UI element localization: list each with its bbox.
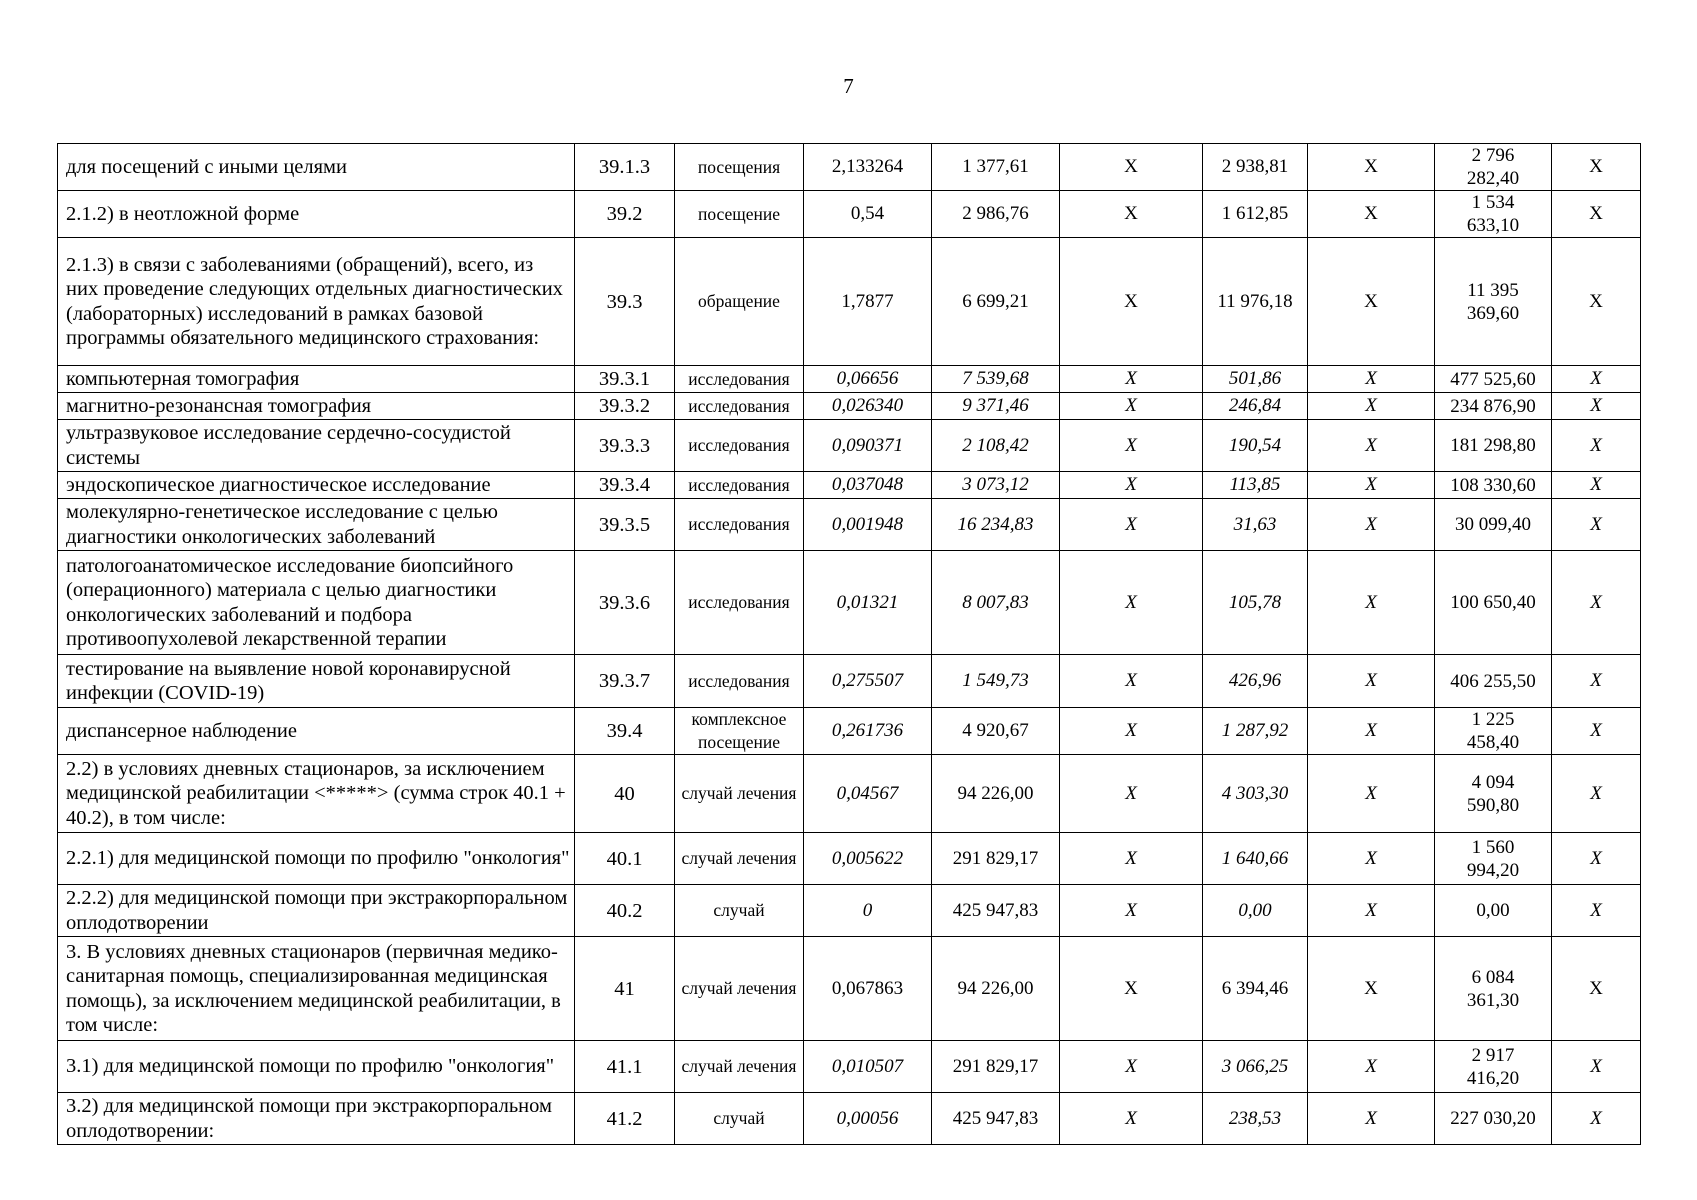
oms-per-capita: 426,96 (1203, 655, 1308, 708)
budget-total: Х (1308, 472, 1435, 499)
oms-per-capita: 2 938,81 (1203, 144, 1308, 191)
row-code: 39.3.5 (575, 499, 675, 551)
volume-norm: 0,275507 (804, 655, 932, 708)
budget-per-capita: Х (1060, 833, 1203, 885)
row-code: 39.2 (575, 191, 675, 238)
total-percent: Х (1552, 472, 1641, 499)
row-code: 41 (575, 937, 675, 1041)
row-code: 41.2 (575, 1093, 675, 1145)
volume-norm: 0,54 (804, 191, 932, 238)
volume-norm: 0,090371 (804, 420, 932, 472)
row-unit: случай (675, 885, 804, 937)
budget-per-capita: Х (1060, 238, 1203, 366)
table-row (58, 755, 1641, 833)
oms-per-capita: 190,54 (1203, 420, 1308, 472)
cost-norm: 94 226,00 (932, 755, 1060, 833)
oms-per-capita: 4 303,30 (1203, 755, 1308, 833)
cost-norm: 7 539,68 (932, 366, 1060, 393)
budget-total: Х (1308, 885, 1435, 937)
total-percent: Х (1552, 393, 1641, 420)
table-row (58, 499, 1641, 551)
row-name: диспансерное наблюдение (58, 708, 575, 755)
budget-per-capita: Х (1060, 499, 1203, 551)
total-percent: Х (1552, 1093, 1641, 1145)
total-percent: Х (1552, 499, 1641, 551)
volume-norm: 1,7877 (804, 238, 932, 366)
oms-total: 477 525,60 (1435, 366, 1552, 393)
budget-per-capita: Х (1060, 472, 1203, 499)
total-percent: Х (1552, 937, 1641, 1041)
budget-per-capita: Х (1060, 885, 1203, 937)
table-row (58, 393, 1641, 420)
cost-norm: 425 947,83 (932, 885, 1060, 937)
row-name: компьютерная томография (58, 366, 575, 393)
row-code: 40 (575, 755, 675, 833)
cost-norm: 291 829,17 (932, 1041, 1060, 1093)
table-row (58, 191, 1641, 238)
oms-total: 4 094 590,80 (1435, 755, 1552, 833)
oms-total: 1 534 633,10 (1435, 191, 1552, 238)
oms-per-capita: 1 287,92 (1203, 708, 1308, 755)
cost-norm: 3 073,12 (932, 472, 1060, 499)
volume-norm: 0,261736 (804, 708, 932, 755)
budget-total: Х (1308, 393, 1435, 420)
oms-total: 0,00 (1435, 885, 1552, 937)
row-name: эндоскопическое диагностическое исследование (58, 472, 575, 499)
oms-total: 1 225 458,40 (1435, 708, 1552, 755)
row-unit: посещения (675, 144, 804, 191)
row-unit: исследования (675, 499, 804, 551)
total-percent: Х (1552, 708, 1641, 755)
row-unit: исследования (675, 551, 804, 655)
oms-total: 108 330,60 (1435, 472, 1552, 499)
oms-total: 234 876,90 (1435, 393, 1552, 420)
oms-total: 227 030,20 (1435, 1093, 1552, 1145)
financing-table (57, 143, 1641, 1145)
oms-total: 11 395 369,60 (1435, 238, 1552, 366)
row-code: 40.1 (575, 833, 675, 885)
total-percent: Х (1552, 144, 1641, 191)
row-name: патологоанатомическое исследование биопсийного (операционного) материала с целью диагностики онкологических заболеваний и подбора противоопухолевой лекарственной терапии (58, 551, 575, 655)
row-code: 39.1.3 (575, 144, 675, 191)
row-name: 2.1.2) в неотложной форме (58, 191, 575, 238)
cost-norm: 8 007,83 (932, 551, 1060, 655)
table-row (58, 1041, 1641, 1093)
cost-norm: 94 226,00 (932, 937, 1060, 1041)
cost-norm: 6 699,21 (932, 238, 1060, 366)
table-row (58, 708, 1641, 755)
cost-norm: 16 234,83 (932, 499, 1060, 551)
table-row (58, 472, 1641, 499)
budget-total: Х (1308, 238, 1435, 366)
oms-per-capita: 3 066,25 (1203, 1041, 1308, 1093)
budget-total: Х (1308, 655, 1435, 708)
volume-norm: 0,010507 (804, 1041, 932, 1093)
budget-per-capita: Х (1060, 551, 1203, 655)
row-code: 39.4 (575, 708, 675, 755)
volume-norm: 0,04567 (804, 755, 932, 833)
volume-norm: 0,037048 (804, 472, 932, 499)
oms-per-capita: 1 640,66 (1203, 833, 1308, 885)
budget-per-capita: Х (1060, 1093, 1203, 1145)
row-name: 3. В условиях дневных стационаров (первичная медико-санитарная помощь, специализированная медицинская помощь), за исключением медицинской реабилитации, в том числе: (58, 937, 575, 1041)
volume-norm: 0,00056 (804, 1093, 932, 1145)
cost-norm: 2 108,42 (932, 420, 1060, 472)
cost-norm: 2 986,76 (932, 191, 1060, 238)
row-unit: исследования (675, 420, 804, 472)
table-row (58, 551, 1641, 655)
oms-per-capita: 6 394,46 (1203, 937, 1308, 1041)
total-percent: Х (1552, 885, 1641, 937)
page-number: 7 (843, 74, 854, 98)
cost-norm: 425 947,83 (932, 1093, 1060, 1145)
budget-total: Х (1308, 551, 1435, 655)
total-percent: Х (1552, 833, 1641, 885)
row-unit: случай лечения (675, 755, 804, 833)
budget-total: Х (1308, 1041, 1435, 1093)
budget-total: Х (1308, 366, 1435, 393)
oms-total: 181 298,80 (1435, 420, 1552, 472)
volume-norm: 0,01321 (804, 551, 932, 655)
row-code: 39.3.4 (575, 472, 675, 499)
budget-per-capita: Х (1060, 191, 1203, 238)
row-name: для посещений с иными целями (58, 144, 575, 191)
row-name: тестирование на выявление новой коронавирусной инфекции (COVID-19) (58, 655, 575, 708)
row-code: 39.3 (575, 238, 675, 366)
volume-norm: 0,067863 (804, 937, 932, 1041)
budget-per-capita: Х (1060, 366, 1203, 393)
oms-total: 2 796 282,40 (1435, 144, 1552, 191)
budget-per-capita: Х (1060, 420, 1203, 472)
budget-per-capita: Х (1060, 144, 1203, 191)
budget-per-capita: Х (1060, 708, 1203, 755)
row-name: 3.2) для медицинской помощи при экстракорпоральном оплодотворении: (58, 1093, 575, 1145)
row-name: 2.2.1) для медицинской помощи по профилю "онкология" (58, 833, 575, 885)
volume-norm: 0,06656 (804, 366, 932, 393)
row-code: 39.3.1 (575, 366, 675, 393)
budget-per-capita: Х (1060, 937, 1203, 1041)
table-row (58, 885, 1641, 937)
cost-norm: 1 377,61 (932, 144, 1060, 191)
oms-per-capita: 246,84 (1203, 393, 1308, 420)
table-row (58, 937, 1641, 1041)
cost-norm: 1 549,73 (932, 655, 1060, 708)
row-code: 39.3.7 (575, 655, 675, 708)
row-unit: посещение (675, 191, 804, 238)
row-name: 2.1.3) в связи с заболеваниями (обращений), всего, из них проведение следующих отдельных диагностических (лабораторных) исследований в рамках базовой программы обязательного медицинского страхования: (58, 238, 575, 366)
volume-norm: 0,005622 (804, 833, 932, 885)
row-unit: исследования (675, 366, 804, 393)
row-unit: случай лечения (675, 833, 804, 885)
oms-per-capita: 105,78 (1203, 551, 1308, 655)
oms-total: 406 255,50 (1435, 655, 1552, 708)
cost-norm: 9 371,46 (932, 393, 1060, 420)
row-name: ультразвуковое исследование сердечно-сосудистой системы (58, 420, 575, 472)
budget-total: Х (1308, 1093, 1435, 1145)
row-code: 41.1 (575, 1041, 675, 1093)
oms-per-capita: 11 976,18 (1203, 238, 1308, 366)
volume-norm: 2,133264 (804, 144, 932, 191)
row-name: 2.2.2) для медицинской помощи при экстракорпоральном оплодотворении (58, 885, 575, 937)
oms-total: 30 099,40 (1435, 499, 1552, 551)
total-percent: Х (1552, 551, 1641, 655)
total-percent: Х (1552, 191, 1641, 238)
oms-per-capita: 113,85 (1203, 472, 1308, 499)
row-code: 39.3.6 (575, 551, 675, 655)
budget-total: Х (1308, 833, 1435, 885)
table-row (58, 655, 1641, 708)
row-unit: случай лечения (675, 937, 804, 1041)
total-percent: Х (1552, 755, 1641, 833)
budget-per-capita: Х (1060, 1041, 1203, 1093)
budget-total: Х (1308, 420, 1435, 472)
oms-total: 1 560 994,20 (1435, 833, 1552, 885)
budget-total: Х (1308, 144, 1435, 191)
oms-per-capita: 1 612,85 (1203, 191, 1308, 238)
row-name: магнитно-резонансная томография (58, 393, 575, 420)
total-percent: Х (1552, 420, 1641, 472)
row-name: 2.2) в условиях дневных стационаров, за исключением медицинской реабилитации <*****> (сумма строк 40.1 + 40.2), в том числе: (58, 755, 575, 833)
row-code: 39.3.2 (575, 393, 675, 420)
oms-total: 6 084 361,30 (1435, 937, 1552, 1041)
cost-norm: 291 829,17 (932, 833, 1060, 885)
oms-per-capita: 31,63 (1203, 499, 1308, 551)
total-percent: Х (1552, 1041, 1641, 1093)
row-name: молекулярно-генетическое исследование с целью диагностики онкологических заболеваний (58, 499, 575, 551)
budget-total: Х (1308, 755, 1435, 833)
total-percent: Х (1552, 238, 1641, 366)
row-unit: исследования (675, 655, 804, 708)
volume-norm: 0 (804, 885, 932, 937)
volume-norm: 0,001948 (804, 499, 932, 551)
budget-total: Х (1308, 708, 1435, 755)
row-unit: обращение (675, 238, 804, 366)
table-row (58, 1093, 1641, 1145)
row-code: 39.3.3 (575, 420, 675, 472)
oms-total: 2 917 416,20 (1435, 1041, 1552, 1093)
row-unit: исследования (675, 393, 804, 420)
budget-total: Х (1308, 499, 1435, 551)
oms-per-capita: 238,53 (1203, 1093, 1308, 1145)
row-name: 3.1) для медицинской помощи по профилю "онкология" (58, 1041, 575, 1093)
budget-per-capita: Х (1060, 393, 1203, 420)
table-row (58, 833, 1641, 885)
table-row (58, 144, 1641, 191)
budget-total: Х (1308, 191, 1435, 238)
table-row (58, 420, 1641, 472)
volume-norm: 0,026340 (804, 393, 932, 420)
row-unit: комплексное посещение (675, 708, 804, 755)
oms-per-capita: 501,86 (1203, 366, 1308, 393)
row-unit: исследования (675, 472, 804, 499)
budget-per-capita: Х (1060, 755, 1203, 833)
budget-per-capita: Х (1060, 655, 1203, 708)
row-unit: случай лечения (675, 1041, 804, 1093)
budget-total: Х (1308, 937, 1435, 1041)
total-percent: Х (1552, 655, 1641, 708)
total-percent: Х (1552, 366, 1641, 393)
oms-per-capita: 0,00 (1203, 885, 1308, 937)
cost-norm: 4 920,67 (932, 708, 1060, 755)
oms-total: 100 650,40 (1435, 551, 1552, 655)
table-row (58, 238, 1641, 366)
row-code: 40.2 (575, 885, 675, 937)
table-row (58, 366, 1641, 393)
row-unit: случай (675, 1093, 804, 1145)
